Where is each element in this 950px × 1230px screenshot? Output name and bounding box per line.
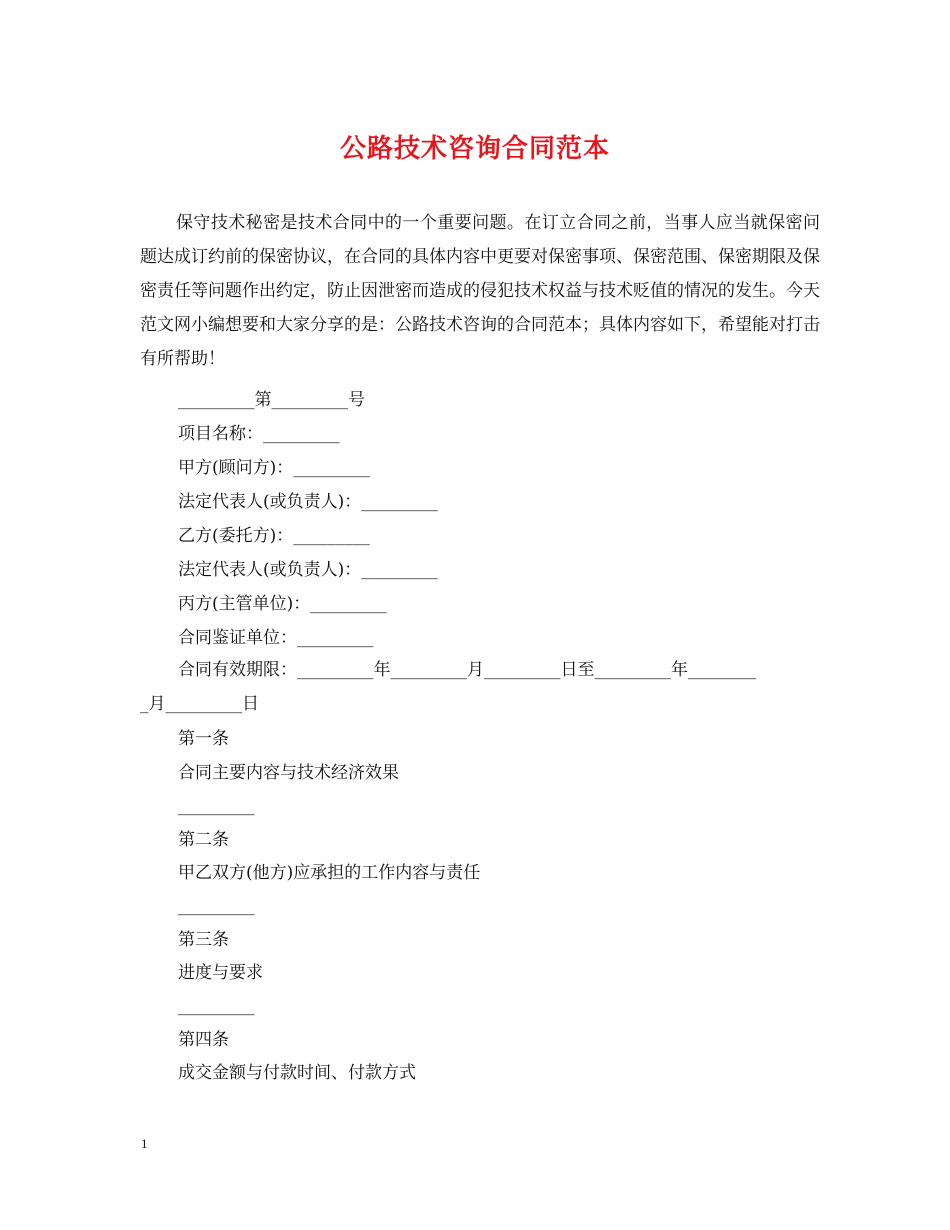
article-1-title: 合同主要内容与技术经济效果 — [178, 763, 399, 783]
article-4-heading: 第四条 — [178, 1030, 229, 1050]
article-3-blank: _________ — [178, 996, 255, 1016]
party-b-line: 乙方(委托方)：_________ — [178, 526, 370, 546]
party-b-representative-line: 法定代表人(或负责人)：_________ — [178, 560, 438, 580]
party-a-representative-line: 法定代表人(或负责人)：_________ — [178, 492, 438, 512]
document-title: 公路技术咨询合同范本 — [339, 134, 610, 164]
validity-period-line: 合同有效期限：_________年_________月_________日至_________年________ — [178, 660, 756, 680]
article-2-blank: _________ — [178, 896, 255, 916]
article-1-blank: _________ — [178, 796, 255, 816]
article-4-title: 成交金额与付款时间、付款方式 — [178, 1063, 416, 1083]
validity-period-continued: _月_________日 — [140, 694, 259, 714]
article-2-title: 甲乙双方(他方)应承担的工作内容与责任 — [178, 863, 481, 883]
article-1-heading: 第一条 — [178, 729, 229, 749]
certification-unit-line: 合同鉴证单位：_________ — [178, 628, 374, 648]
intro-paragraph: 保守技术秘密是技术合同中的一个重要问题。在订立合同之前，当事人应当就保密问题达成订约前的保密协议，在合同的具体内容中更要对保密事项、保密范围、保密期限及保密责任等问题作出约定，防止因泄密而造成的侵犯技术权益与技术贬值的情况的发生。今天范文网小编想要和大家分享的是：公路技术咨询的合同范本；具体内容如下，希望能对打击有所帮助！ — [140, 213, 820, 369]
party-a-line: 甲方(顾问方)：_________ — [178, 458, 370, 478]
contract-number-line: _________第_________号 — [178, 390, 365, 410]
party-c-line: 丙方(主管单位)：_________ — [178, 594, 387, 614]
article-3-title: 进度与要求 — [178, 963, 263, 983]
page-number: 1 — [141, 1136, 148, 1151]
article-3-heading: 第三条 — [178, 930, 229, 950]
project-name-line: 项目名称：_________ — [178, 424, 340, 444]
article-2-heading: 第二条 — [178, 830, 229, 850]
